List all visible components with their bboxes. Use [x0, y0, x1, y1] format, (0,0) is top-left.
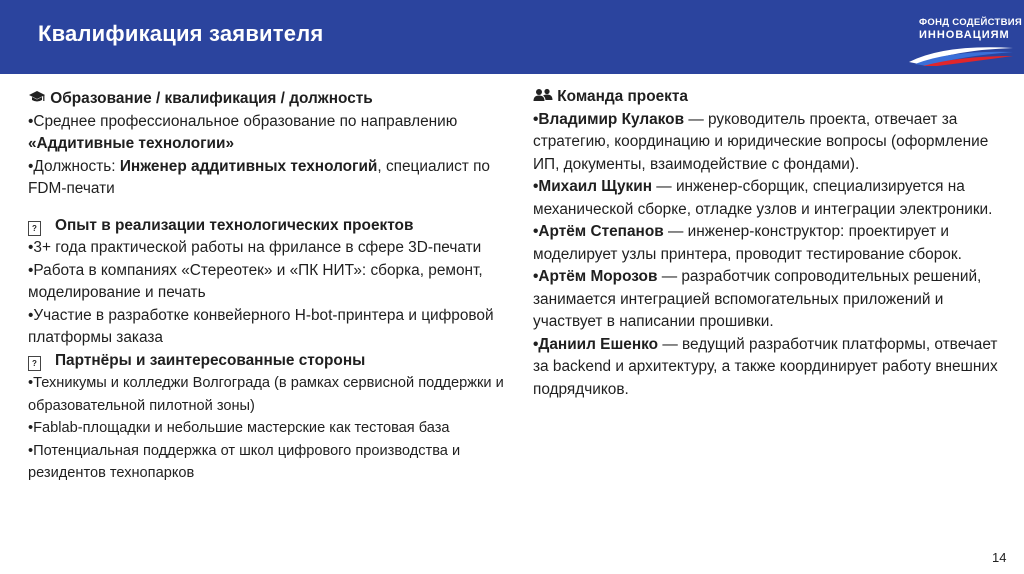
- logo-line-2: ИННОВАЦИЯМ: [919, 29, 1010, 41]
- partner-item: •Техникумы и колледжи Волгограда (в рамках сервисной поддержки и образовательной пилотной зоны): [28, 375, 504, 414]
- users-icon: [533, 88, 557, 105]
- fund-logo: [905, 8, 1023, 68]
- graduation-cap-icon: [28, 90, 50, 107]
- partner-item: •Потенциальная поддержка от школ цифрового производства и резидентов технопарков: [28, 442, 461, 481]
- education-item: •Среднее профессиональное образование по направлению «Аддитивные технологии»: [28, 112, 458, 152]
- experience-item: •Участие в разработке конвейерного H-bot-принтера и цифровой платформы заказа: [28, 306, 494, 346]
- partner-item: •Fablab-площадки и небольшие мастерские как тестовая база: [28, 420, 450, 436]
- page-number: 14: [992, 550, 1007, 565]
- missing-glyph-icon: ?: [28, 356, 41, 371]
- slide-title: Квалификация заявителя: [38, 21, 324, 46]
- experience-item: •3+ года практической работы на фрилансе в сфере 3D-печати: [28, 239, 482, 256]
- team-heading: Команда проекта: [533, 86, 1003, 109]
- left-column: [28, 88, 508, 485]
- team-member: •Артём Степанов — инженер-конструктор: проектирует и моделирует узлы принтера, проводит тестирование сборок.: [533, 223, 962, 263]
- education-heading: Образование / квалификация / должность: [28, 88, 508, 111]
- logo-line-1: ФОНД СОДЕЙСТВИЯ: [919, 17, 1023, 28]
- team-member: •Даниил Ешенко — ведущий разработчик платформы, отвечает за backend и архитектуру, а также координирует работу внешних подрядчиков.: [533, 335, 998, 398]
- missing-glyph-icon: ?: [28, 221, 41, 236]
- slide-header: [0, 0, 1024, 74]
- experience-item: •Работа в компаниях «Стереотек» и «ПК НИТ»: сборка, ремонт, моделирование и печать: [28, 261, 483, 301]
- partners-heading: ? Партнёры и заинтересованные стороны: [28, 350, 508, 373]
- right-column: [533, 86, 1003, 401]
- experience-heading: ? Опыт в реализации технологических проектов: [28, 215, 508, 238]
- team-member: •Артём Морозов — разработчик сопроводительных решений, занимается интеграцией вспомогательных приложений и участвует в написании прошивки.: [533, 268, 982, 330]
- position-item: •Должность: Инженер аддитивных технологий, специалист по FDM-печати: [28, 157, 490, 197]
- team-member: •Михаил Щукин — инженер-сборщик, специализируется на механической сборке, отладке узлов и интеграции электроники.: [533, 178, 993, 218]
- flag-swoosh-icon: [905, 42, 1017, 66]
- team-member: •Владимир Кулаков — руководитель проекта, отвечает за стратегию, координацию и юридические вопросы (оформление ИП, документы, взаимодействие с фондами).: [533, 110, 989, 173]
